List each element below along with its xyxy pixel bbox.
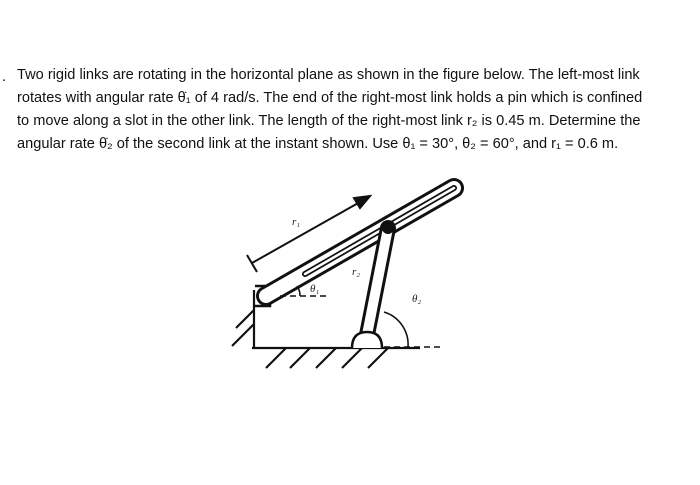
problem-line-2: rotates with angular rate θ̇₁ of 4 rad/s. The end of the right-most link holds a pin which is confined [17,90,643,106]
problem-line-3: to move along a slot in the other link. The length of the right-most link r₂ is 0.45 m. Determine the [17,113,641,129]
pin [382,222,394,234]
label-r2: r₂ [352,266,361,278]
list-bullet: . [2,68,7,85]
right-pivot-mount [352,332,382,348]
theta2-angle-marker [384,312,440,347]
label-theta2: θ₂ [412,293,422,305]
problem-line-4: angular rate θ̇₂ of the second link at the instant shown. Use θ₁ = 30°, θ₂ = 60°, and r₁ = 0.6 m. [17,136,619,152]
label-r1: r₁ [292,216,301,228]
label-theta1: θ₁ [310,283,320,295]
problem-line-1: Two rigid links are rotating in the horizontal plane as shown in the figure below. The left-most link [17,67,640,83]
